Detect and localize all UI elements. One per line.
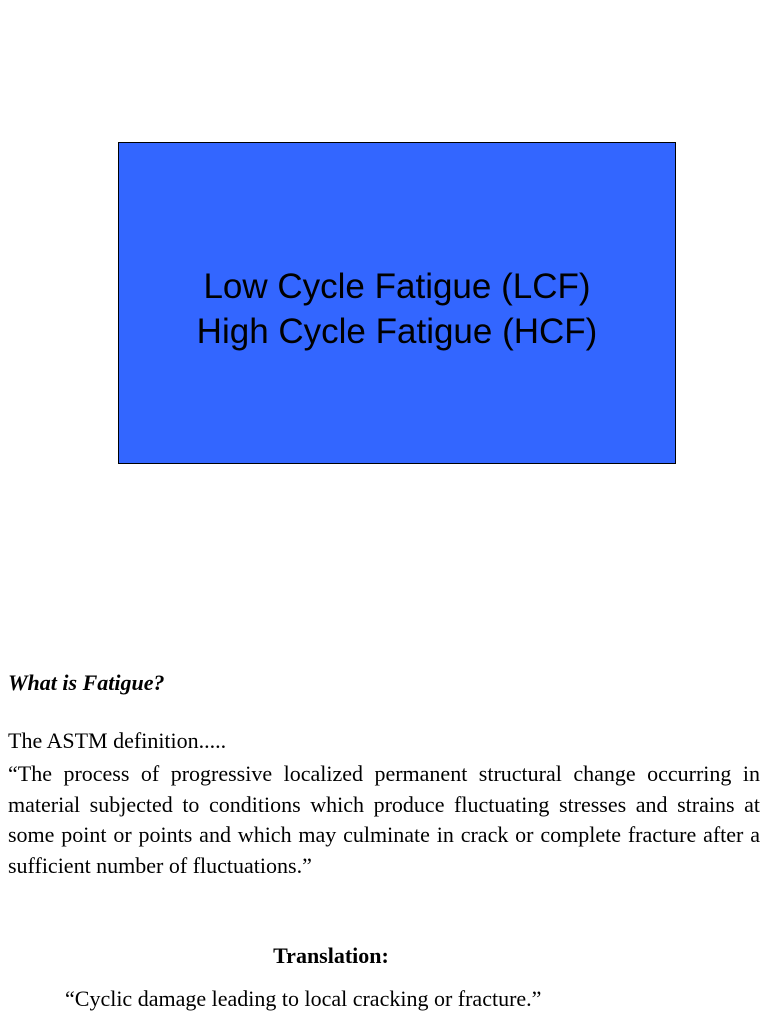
astm-intro: The ASTM definition..... <box>8 728 227 753</box>
translation-text: “Cyclic damage leading to local cracking or fracture.” <box>65 986 542 1011</box>
section-heading: What is Fatigue? <box>8 670 165 695</box>
title-box <box>118 142 676 464</box>
astm-definition: “The process of progressive localized permanent structural change occurring in material subjected to conditions which produce fluctuating stresses and strains at some point or points and which may culminate in crack or complete fracture after a sufficient number of fluctuations.” <box>8 761 760 878</box>
title-line-lcf: Low Cycle Fatigue (LCF) <box>203 267 591 306</box>
translation-label: Translation: <box>273 943 389 968</box>
title-line-hcf: High Cycle Fatigue (HCF) <box>196 312 598 351</box>
